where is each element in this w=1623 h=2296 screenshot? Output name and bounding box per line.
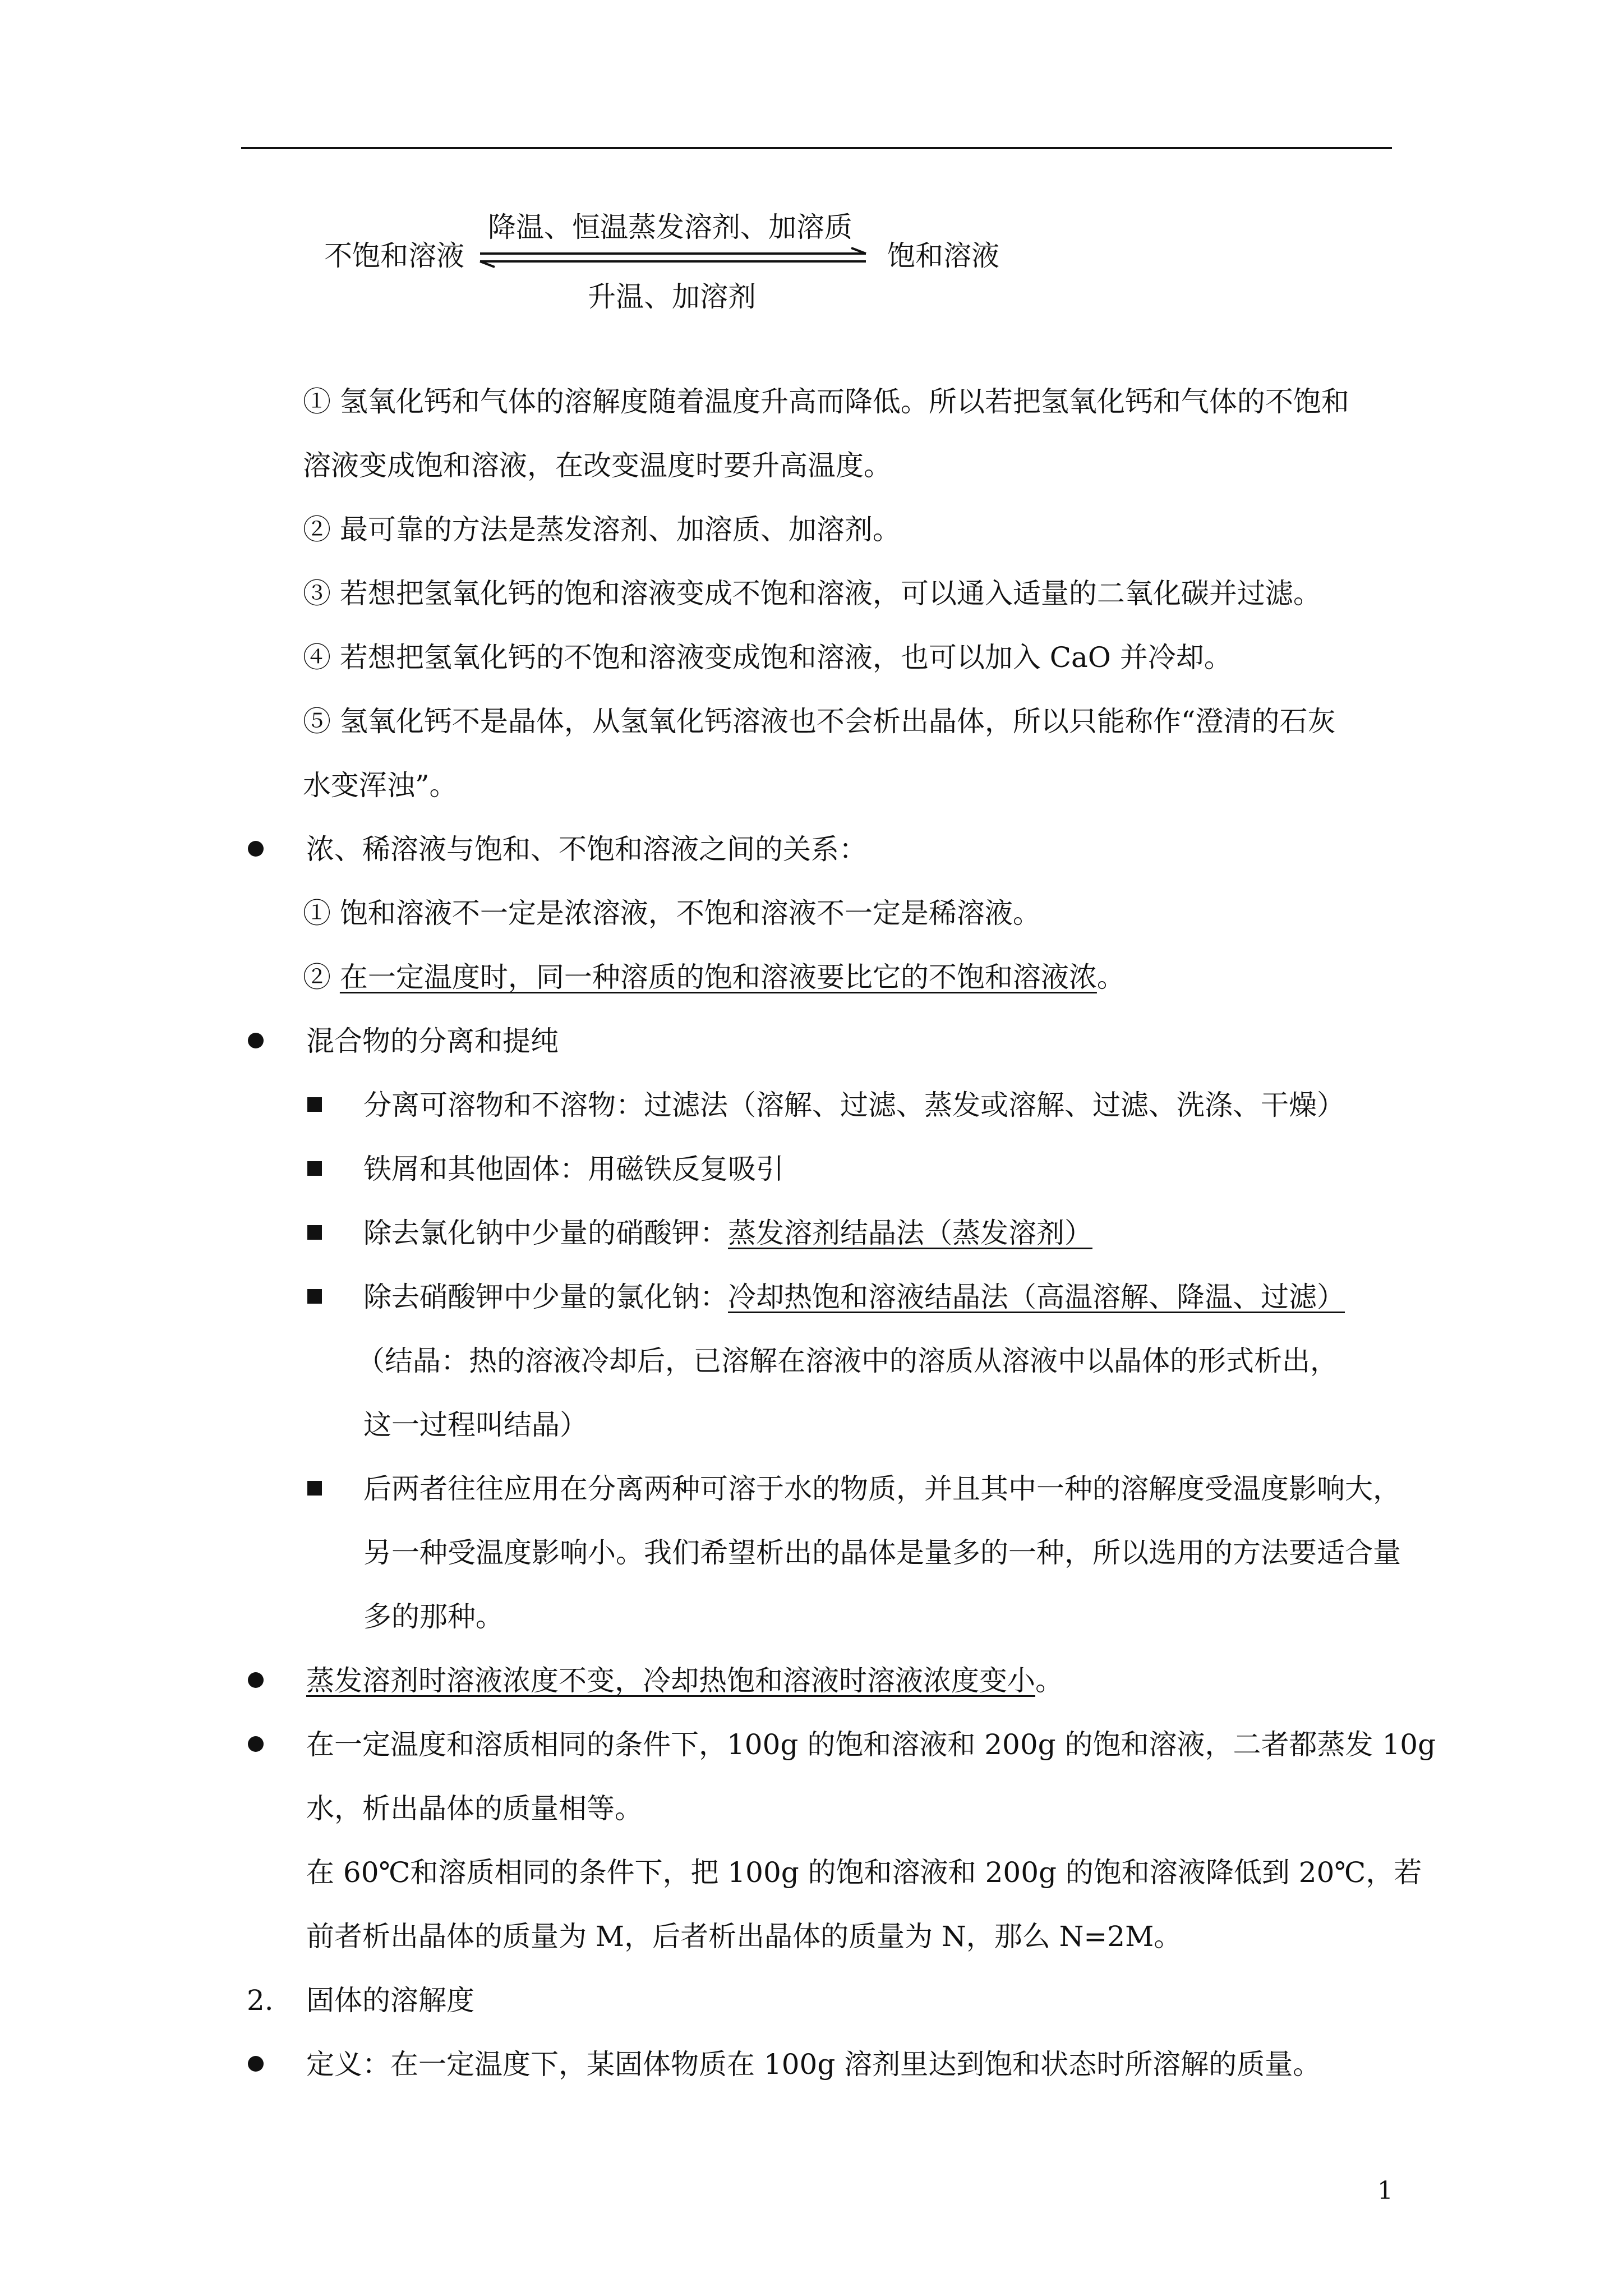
reversible-arrows-icon [477, 247, 869, 269]
concentration-statement [306, 1663, 1063, 1698]
square-bullet-icon [307, 1161, 322, 1176]
separation-item-1: 分离可溶物和不溶物：过滤法（溶解、过滤、蒸发或溶解、过滤、洗涤、干燥） [363, 1089, 1345, 1121]
crystal-line-4: 前者析出晶体的质量为 M，后者析出晶体的质量为 N，那么 N=2M。 [306, 1920, 1182, 1953]
crystallization-note-line2: 这一过程叫结晶） [363, 1409, 588, 1441]
bullet-icon [248, 1033, 264, 1048]
note-1-line1: ① 氢氧化钙和气体的溶解度随着温度升高而降低。所以若把氢氧化钙和气体的不饱和 [303, 385, 1349, 418]
diagram-right-label: 饱和溶液 [887, 240, 999, 272]
relation-item-2-prefix: ② [303, 961, 340, 993]
note-1-line2: 溶液变成饱和溶液，在改变温度时要升高温度。 [303, 449, 892, 482]
separation-item-5-line3: 多的那种。 [363, 1600, 504, 1633]
note-5-line2: 水变浑浊”。 [303, 769, 458, 802]
bullet-icon [248, 2056, 264, 2072]
header-rule [241, 147, 1392, 149]
note-2: ② 最可靠的方法是蒸发溶剂、加溶质、加溶剂。 [303, 513, 901, 546]
diagram-left-label: 不饱和溶液 [324, 240, 464, 272]
bullet-icon [248, 1736, 264, 1752]
solubility-definition: 定义：在一定温度下，某固体物质在 100g 溶剂里达到饱和状态时所溶解的质量。 [306, 2048, 1321, 2081]
crystal-line-1: 在一定温度和溶质相同的条件下，100g 的饱和溶液和 200g 的饱和溶液，二者都蒸发 10g [306, 1728, 1436, 1761]
square-bullet-icon [307, 1481, 322, 1496]
separation-item-3 [363, 1216, 1092, 1250]
separation-heading: 混合物的分离和提纯 [306, 1025, 559, 1057]
separation-item-4-method: 冷却热饱和溶液结晶法（高温溶解、降温、过滤） [728, 1281, 1345, 1313]
relation-item-2-underlined: 在一定温度时，同一种溶质的饱和溶液要比它的不饱和溶液浓 [339, 961, 1097, 993]
crystal-line-3: 在 60℃和溶质相同的条件下，把 100g 的饱和溶液和 200g 的饱和溶液降低到 20℃，若 [306, 1856, 1422, 1889]
bullet-icon [248, 1672, 264, 1688]
separation-item-4-prefix: 除去硝酸钾中少量的氯化钠： [363, 1281, 728, 1313]
crystal-line-2: 水，析出晶体的质量相等。 [306, 1792, 643, 1825]
square-bullet-icon [307, 1289, 322, 1304]
diagram-forward-condition: 降温、恒温蒸发溶剂、加溶质 [488, 211, 852, 243]
square-bullet-icon [307, 1097, 322, 1112]
relation-item-2-suffix: 。 [1096, 961, 1125, 993]
section-number: 2. [247, 1984, 274, 2017]
note-5-line1: ⑤ 氢氧化钙不是晶体，从氢氧化钙溶液也不会析出晶体，所以只能称作“澄清的石灰 [303, 705, 1336, 738]
concentration-suffix: 。 [1035, 1664, 1063, 1697]
diagram-reverse-condition: 升温、加溶剂 [588, 280, 756, 313]
page-number: 1 [1377, 2177, 1393, 2205]
relation-heading: 浓、稀溶液与饱和、不饱和溶液之间的关系： [306, 833, 867, 866]
note-3: ③ 若想把氢氧化钙的饱和溶液变成不饱和溶液，可以通入适量的二氧化碳并过滤。 [303, 577, 1321, 610]
bullet-icon [248, 841, 264, 857]
square-bullet-icon [307, 1225, 322, 1240]
separation-item-4 [363, 1280, 1345, 1314]
separation-item-5-line2: 另一种受温度影响小。我们希望析出的晶体是量多的一种，所以选用的方法要适合量 [363, 1536, 1401, 1569]
relation-item-2 [303, 960, 1125, 995]
section-title: 固体的溶解度 [306, 1984, 474, 2017]
concentration-underlined: 蒸发溶剂时溶液浓度不变，冷却热饱和溶液时溶液浓度变小 [306, 1664, 1035, 1697]
separation-item-5-line1: 后两者往往应用在分离两种可溶于水的物质，并且其中一种的溶解度受温度影响大， [363, 1473, 1401, 1505]
relation-item-1: ① 饱和溶液不一定是浓溶液，不饱和溶液不一定是稀溶液。 [303, 897, 1041, 930]
separation-item-3-prefix: 除去氯化钠中少量的硝酸钾： [363, 1217, 728, 1249]
note-4: ④ 若想把氢氧化钙的不饱和溶液变成饱和溶液，也可以加入 CaO 并冷却。 [303, 641, 1232, 674]
separation-item-2: 铁屑和其他固体：用磁铁反复吸引 [363, 1153, 784, 1185]
crystallization-note-line1: （结晶：热的溶液冷却后，已溶解在溶液中的溶质从溶液中以晶体的形式析出， [357, 1345, 1338, 1377]
separation-item-3-method: 蒸发溶剂结晶法（蒸发溶剂） [728, 1217, 1092, 1249]
